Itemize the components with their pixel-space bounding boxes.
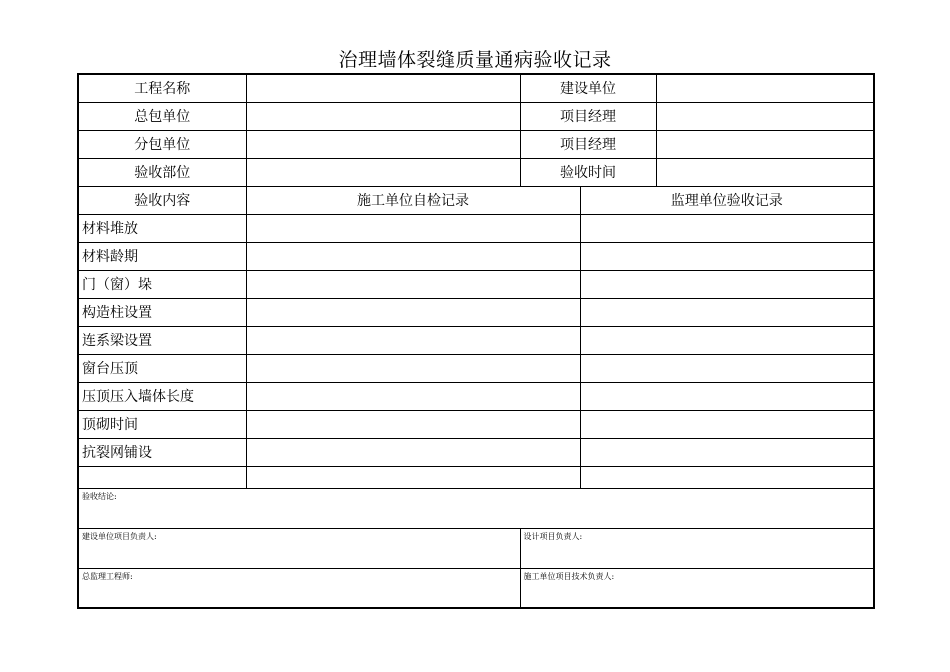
item-label: 顶砌时间 (78, 410, 246, 438)
header-value-cell[interactable] (246, 74, 520, 102)
supervision-cell[interactable] (580, 298, 874, 326)
header-value-cell[interactable] (246, 102, 520, 130)
conclusion-row (78, 488, 874, 528)
column-header-row (78, 186, 874, 214)
column-header-supervision: 监理单位验收记录 (580, 186, 874, 214)
supervision-cell[interactable] (580, 410, 874, 438)
owner-lead-signature-cell[interactable]: 建设单位项目负责人: (78, 528, 520, 568)
item-row (78, 298, 874, 326)
header-value-cell[interactable] (656, 158, 874, 186)
self-check-cell[interactable] (246, 270, 580, 298)
supervision-cell[interactable] (580, 382, 874, 410)
item-row (78, 214, 874, 242)
item-row (78, 410, 874, 438)
supervision-cell[interactable] (580, 242, 874, 270)
contractor-tech-lead-signature-cell[interactable]: 施工单位项目技术负责人: (520, 568, 874, 608)
item-label: 连系梁设置 (78, 326, 246, 354)
header-value-cell[interactable] (656, 130, 874, 158)
acceptance-record-table (77, 73, 875, 609)
self-check-cell[interactable] (246, 438, 580, 466)
header-label: 工程名称 (78, 74, 246, 102)
header-row-general-contractor (78, 102, 874, 130)
item-row (78, 242, 874, 270)
self-check-cell[interactable] (246, 354, 580, 382)
supervision-cell[interactable] (580, 438, 874, 466)
item-row (78, 438, 874, 466)
header-label: 建设单位 (520, 74, 656, 102)
header-label: 项目经理 (520, 102, 656, 130)
supervision-cell[interactable] (580, 466, 874, 488)
header-label: 总包单位 (78, 102, 246, 130)
header-label: 分包单位 (78, 130, 246, 158)
self-check-cell[interactable] (246, 298, 580, 326)
conclusion-cell[interactable]: 验收结论: (78, 488, 874, 528)
item-row (78, 354, 874, 382)
signature-row-1 (78, 528, 874, 568)
supervision-cell[interactable] (580, 214, 874, 242)
supervision-cell[interactable] (580, 354, 874, 382)
item-label: 材料堆放 (78, 214, 246, 242)
self-check-cell[interactable] (246, 214, 580, 242)
self-check-cell[interactable] (246, 466, 580, 488)
header-row-acceptance-part (78, 158, 874, 186)
design-lead-signature-cell[interactable]: 设计项目负责人: (520, 528, 874, 568)
header-value-cell[interactable] (246, 158, 520, 186)
item-row (78, 270, 874, 298)
supervision-cell[interactable] (580, 270, 874, 298)
item-label: 抗裂网铺设 (78, 438, 246, 466)
supervision-cell[interactable] (580, 326, 874, 354)
self-check-cell[interactable] (246, 382, 580, 410)
form-title: 治理墙体裂缝质量通病验收记录 (338, 49, 612, 71)
self-check-cell[interactable] (246, 242, 580, 270)
item-label (78, 466, 246, 488)
header-value-cell[interactable] (656, 74, 874, 102)
header-label: 验收部位 (78, 158, 246, 186)
item-label: 门（窗）垛 (78, 270, 246, 298)
item-row (78, 326, 874, 354)
chief-supervisor-signature-cell[interactable]: 总监理工程师: (78, 568, 520, 608)
header-label: 项目经理 (520, 130, 656, 158)
item-label: 压顶压入墙体长度 (78, 382, 246, 410)
signature-row-2 (78, 568, 874, 608)
item-label: 窗台压顶 (78, 354, 246, 382)
item-label: 材料龄期 (78, 242, 246, 270)
column-header-content: 验收内容 (78, 186, 246, 214)
column-header-self-check: 施工单位自检记录 (246, 186, 580, 214)
header-row-subcontractor (78, 130, 874, 158)
header-row-project-name (78, 74, 874, 102)
item-row (78, 382, 874, 410)
header-value-cell[interactable] (246, 130, 520, 158)
header-value-cell[interactable] (656, 102, 874, 130)
self-check-cell[interactable] (246, 410, 580, 438)
item-row-blank (78, 466, 874, 488)
self-check-cell[interactable] (246, 326, 580, 354)
header-label: 验收时间 (520, 158, 656, 186)
item-label: 构造柱设置 (78, 298, 246, 326)
